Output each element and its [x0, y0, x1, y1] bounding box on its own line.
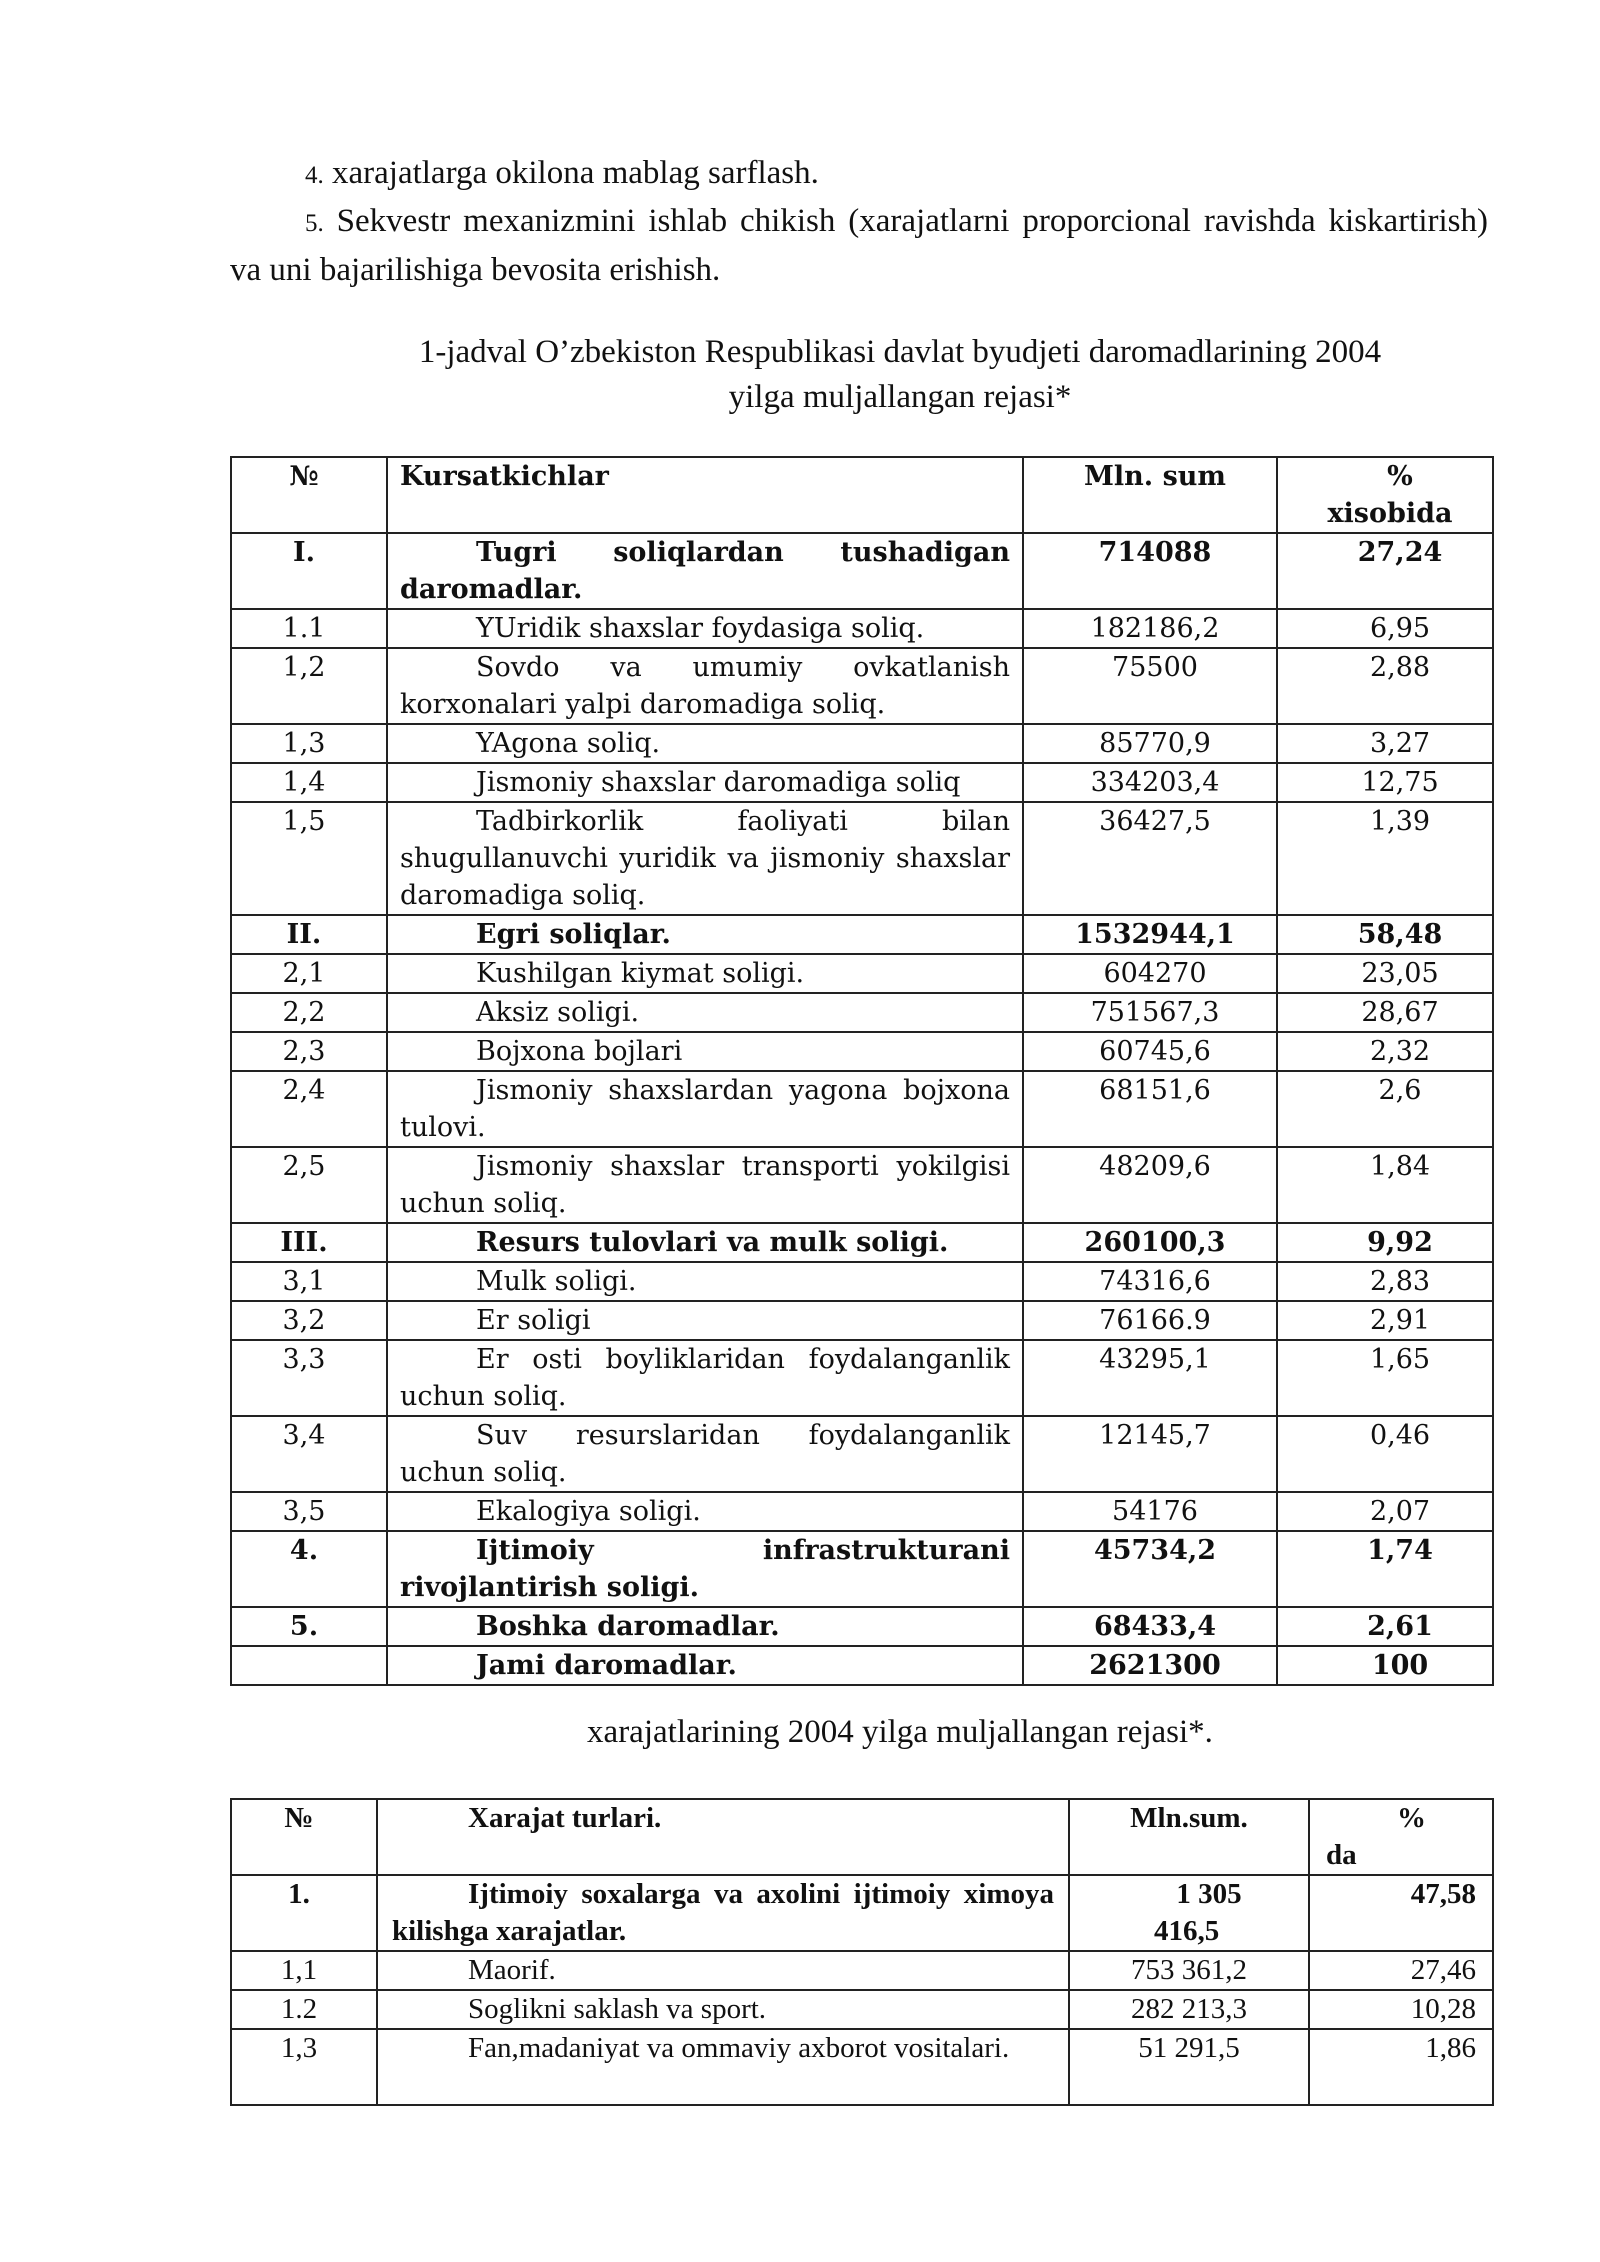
row-percent: 47,58 [1309, 1875, 1493, 1951]
table1-caption [300, 330, 1500, 420]
row-number: 3,5 [231, 1492, 387, 1531]
row-name: Ekalogiya soligi. [387, 1492, 1023, 1531]
header-expense-types: Xarajat turlari. [377, 1799, 1069, 1875]
row-value: 74316,6 [1023, 1262, 1277, 1301]
table-row [231, 1301, 1493, 1340]
row-value: 282 213,3 [1069, 1990, 1309, 2029]
row-number: 2,2 [231, 993, 387, 1032]
row-value: 85770,9 [1023, 724, 1277, 763]
table-row [231, 1071, 1493, 1147]
row-name: Ijtimoiy infrastrukturani rivojlantirish soligi. [387, 1531, 1023, 1607]
table-row [231, 648, 1493, 724]
header-no: № [231, 457, 387, 533]
row-name: Aksiz soligi. [387, 993, 1023, 1032]
row-percent: 1,86 [1309, 2029, 1493, 2105]
row-name: Sovdo va umumiy ovkatlanish korxonalari yalpi daromadiga soliq. [387, 648, 1023, 724]
table-row [231, 915, 1493, 954]
row-number: 1,3 [231, 2029, 377, 2105]
paragraph-4 [230, 150, 1488, 199]
row-name: Soglikni saklash va sport. [377, 1990, 1069, 2029]
row-name: Ijtimoiy soxalarga va axolini ijtimoiy ximoya kilishga xarajatlar. [377, 1875, 1069, 1951]
row-percent: 6,95 [1277, 609, 1493, 648]
row-percent: 100 [1277, 1646, 1493, 1685]
header-percent [1277, 457, 1493, 533]
table-row [231, 1032, 1493, 1071]
row-name: Jami daromadlar. [387, 1646, 1023, 1685]
table-row [231, 1990, 1493, 2029]
row-number: 2,5 [231, 1147, 387, 1223]
row-number: 1,4 [231, 763, 387, 802]
row-name: Kushilgan kiymat soligi. [387, 954, 1023, 993]
row-percent: 2,91 [1277, 1301, 1493, 1340]
row-value: 76166.9 [1023, 1301, 1277, 1340]
row-value: 36427,5 [1023, 802, 1277, 915]
row-number: 1.1 [231, 609, 387, 648]
row-name: Er osti boyliklaridan foydalanganlik uchun soliq. [387, 1340, 1023, 1416]
row-percent: 2,88 [1277, 648, 1493, 724]
paragraph-5-number: 5. [305, 210, 324, 237]
header-percent-suffix: da [1326, 1839, 1357, 1871]
row-number: 4. [231, 1531, 387, 1607]
table-row [231, 763, 1493, 802]
row-value: 54176 [1023, 1492, 1277, 1531]
row-value: 1532944,1 [1023, 915, 1277, 954]
row-percent: 2,61 [1277, 1607, 1493, 1646]
header-percent-suffix: xisobida [1327, 498, 1453, 529]
row-name: Boshka daromadlar. [387, 1607, 1023, 1646]
header-percent-symbol: % [1397, 1802, 1426, 1834]
row-number: II. [231, 915, 387, 954]
row-value: 43295,1 [1023, 1340, 1277, 1416]
row-percent: 58,48 [1277, 915, 1493, 954]
row-value: 68433,4 [1023, 1607, 1277, 1646]
header-no: № [231, 1799, 377, 1875]
row-name: YUridik shaxslar foydasiga soliq. [387, 609, 1023, 648]
row-number: 3,3 [231, 1340, 387, 1416]
row-value: 714088 [1023, 533, 1277, 609]
paragraph-5-text: Sekvestr mexanizmini ishlab chikish (xarajatlarni proporcional ravishda kiskartirish) va uni bajarilishiga bevosita erishish. [230, 203, 1488, 288]
row-value: 60745,6 [1023, 1032, 1277, 1071]
table-row [231, 533, 1493, 609]
table-row [231, 954, 1493, 993]
table1-caption-line2: yilga muljallangan rejasi* [728, 379, 1072, 415]
header-indicators: Kursatkichlar [387, 457, 1023, 533]
row-value: 1 305 416,5 [1069, 1875, 1309, 1951]
paragraph-5 [230, 198, 1488, 294]
table-row [231, 1223, 1493, 1262]
table-row [231, 993, 1493, 1032]
table-row [231, 1607, 1493, 1646]
paragraph-4-number: 4. [305, 162, 324, 189]
row-name: Resurs tulovlari va mulk soligi. [387, 1223, 1023, 1262]
row-name: Er soligi [387, 1301, 1023, 1340]
table-row [231, 1416, 1493, 1492]
row-percent: 23,05 [1277, 954, 1493, 993]
row-percent: 12,75 [1277, 763, 1493, 802]
header-percent [1309, 1799, 1493, 1875]
row-percent: 2,6 [1277, 1071, 1493, 1147]
row-name: Suv resurslaridan foydalanganlik uchun soliq. [387, 1416, 1023, 1492]
paragraph-4-text: xarajatlarga okilona mablag sarflash. [332, 155, 819, 191]
table-row [231, 724, 1493, 763]
header-mln-sum: Mln.sum. [1069, 1799, 1309, 1875]
row-percent: 2,83 [1277, 1262, 1493, 1301]
expense-table [230, 1798, 1494, 2106]
row-number: 2,3 [231, 1032, 387, 1071]
row-value: 182186,2 [1023, 609, 1277, 648]
row-value: 75500 [1023, 648, 1277, 724]
row-value: 45734,2 [1023, 1531, 1277, 1607]
row-value: 753 361,2 [1069, 1951, 1309, 1990]
row-number: 3,4 [231, 1416, 387, 1492]
revenue-table [230, 456, 1494, 1686]
table-row [231, 1147, 1493, 1223]
row-number: 1. [231, 1875, 377, 1951]
row-number: 5. [231, 1607, 387, 1646]
header-percent-symbol: % [1387, 461, 1413, 492]
row-percent: 2,07 [1277, 1492, 1493, 1531]
row-name: Maorif. [377, 1951, 1069, 1990]
row-number: 1,1 [231, 1951, 377, 1990]
row-name: Jismoniy shaxslar transporti yokilgisi uchun soliq. [387, 1147, 1023, 1223]
row-name: YAgona soliq. [387, 724, 1023, 763]
row-name: Tugri soliqlardan tushadigan daromadlar. [387, 533, 1023, 609]
row-value: 260100,3 [1023, 1223, 1277, 1262]
row-value: 51 291,5 [1069, 2029, 1309, 2105]
row-percent: 0,46 [1277, 1416, 1493, 1492]
row-value: 604270 [1023, 954, 1277, 993]
row-percent: 27,24 [1277, 533, 1493, 609]
row-number: 1,2 [231, 648, 387, 724]
header-mln-sum: Mln. sum [1023, 457, 1277, 533]
row-name: Mulk soligi. [387, 1262, 1023, 1301]
table-row [231, 609, 1493, 648]
row-number: 3,2 [231, 1301, 387, 1340]
row-value: 334203,4 [1023, 763, 1277, 802]
table-row [231, 2029, 1493, 2105]
row-percent: 2,32 [1277, 1032, 1493, 1071]
row-value: 2621300 [1023, 1646, 1277, 1685]
revenue-table-header [231, 457, 1493, 533]
table-row [231, 1531, 1493, 1607]
row-percent: 1,74 [1277, 1531, 1493, 1607]
row-number: 3,1 [231, 1262, 387, 1301]
expense-table-header [231, 1799, 1493, 1875]
row-percent: 28,67 [1277, 993, 1493, 1032]
row-percent: 3,27 [1277, 724, 1493, 763]
table-row [231, 802, 1493, 915]
row-value: 12145,7 [1023, 1416, 1277, 1492]
table-row [231, 1340, 1493, 1416]
row-number: 1.2 [231, 1990, 377, 2029]
table1-caption-line1: 1-jadval O’zbekiston Respublikasi davlat byudjeti daromadlarining 2004 [418, 334, 1382, 370]
row-name: Fan,madaniyat va ommaviy axborot vositalari. [377, 2029, 1069, 2105]
row-percent: 10,28 [1309, 1990, 1493, 2029]
row-number: III. [231, 1223, 387, 1262]
row-name: Jismoniy shaxslardan yagona bojxona tulovi. [387, 1071, 1023, 1147]
row-value: 751567,3 [1023, 993, 1277, 1032]
row-percent: 1,65 [1277, 1340, 1493, 1416]
row-number: 2,1 [231, 954, 387, 993]
table-row [231, 1951, 1493, 1990]
row-percent: 9,92 [1277, 1223, 1493, 1262]
row-value: 68151,6 [1023, 1071, 1277, 1147]
row-percent: 1,84 [1277, 1147, 1493, 1223]
table-row [231, 1875, 1493, 1951]
row-value: 48209,6 [1023, 1147, 1277, 1223]
row-name: Jismoniy shaxslar daromadiga soliq [387, 763, 1023, 802]
row-percent: 1,39 [1277, 802, 1493, 915]
table-row [231, 1492, 1493, 1531]
row-percent: 27,46 [1309, 1951, 1493, 1990]
row-number: 1,3 [231, 724, 387, 763]
row-number [231, 1646, 387, 1685]
table-row [231, 1262, 1493, 1301]
row-name: Bojxona bojlari [387, 1032, 1023, 1071]
table2-caption: xarajatlarining 2004 yilga muljallangan rejasi*. [587, 1714, 1213, 1750]
row-number: I. [231, 533, 387, 609]
row-number: 2,4 [231, 1071, 387, 1147]
row-number: 1,5 [231, 802, 387, 915]
row-name: Tadbirkorlik faoliyati bilan shugullanuvchi yuridik va jismoniy shaxslar daromadiga soliq. [387, 802, 1023, 915]
row-name: Egri soliqlar. [387, 915, 1023, 954]
table-row [231, 1646, 1493, 1685]
